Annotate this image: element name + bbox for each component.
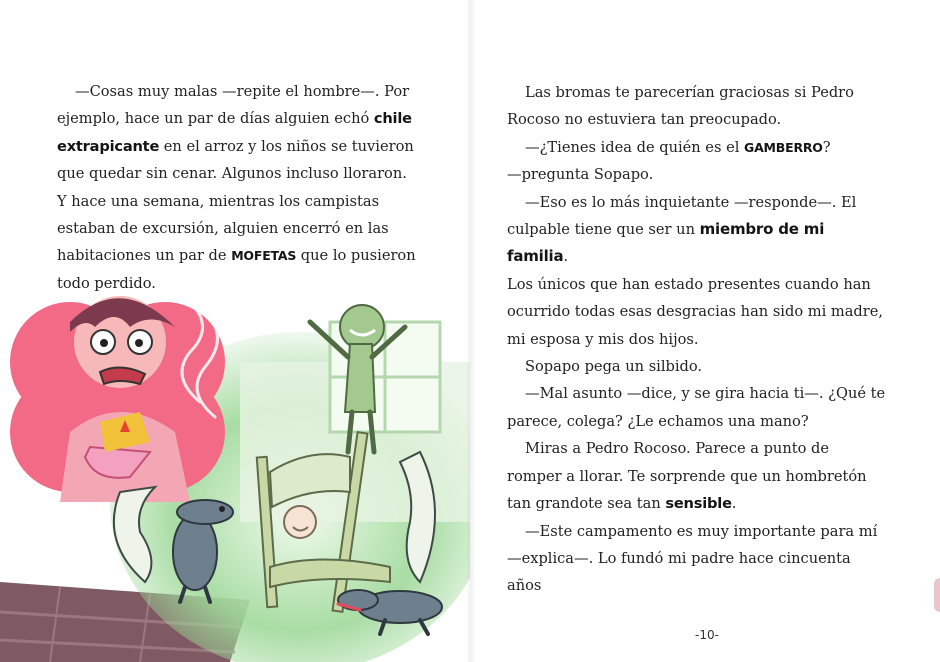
text-run: Y hace una semana, mientras los campistas estaban de excursión, alguien encerró en las habitaciones un par de xyxy=(57,192,389,265)
paragraph xyxy=(507,518,887,600)
text-run: ? xyxy=(822,138,831,156)
text-run: —pregunta Sopapo. xyxy=(507,166,654,184)
text-run: —Cosas muy malas —repite el hombre—. Por ejemplo, hace un par de días alguien echó xyxy=(57,83,410,128)
text-run: . xyxy=(563,248,569,266)
paragraph xyxy=(507,79,887,134)
paragraph xyxy=(507,271,887,353)
text-run: Miras a Pedro Rocoso. Parece a punto de romper a llorar. Te sorprende que un hombretón tan grandote sea tan xyxy=(507,440,867,513)
hiding-kid xyxy=(284,506,316,538)
highlighted-word: sensible xyxy=(665,495,732,513)
page-number: -10- xyxy=(695,628,719,642)
highlighted-word: chile extrapicante xyxy=(57,110,412,155)
text-run: en el arroz y los niños se tuvieron que quedar sin cenar. Algunos incluso lloraron. xyxy=(57,137,414,183)
paragraph xyxy=(507,161,887,188)
highlighted-word: GAMBERRO xyxy=(744,139,823,155)
paragraph xyxy=(507,435,887,517)
left-page-text xyxy=(57,78,417,297)
highlighted-word: MOFETAS xyxy=(231,248,297,264)
paragraph xyxy=(57,78,417,188)
page-edge-mark xyxy=(934,578,940,612)
paragraph xyxy=(507,353,887,380)
text-run: Los únicos que han estado presentes cuando han ocurrido todas esas desgracias han sido mi madre, mi esposa y mis dos hijos. xyxy=(507,275,884,348)
paragraph xyxy=(507,134,887,161)
right-page xyxy=(470,0,940,662)
highlighted-word: miembro de mi familia xyxy=(507,220,825,266)
text-run: —Mal asunto —dice, y se gira hacia ti—. ¿Qué te parece, colega? ¿Le echamos una mano? xyxy=(507,385,886,430)
paragraph xyxy=(507,380,887,435)
paragraph xyxy=(57,188,417,298)
illustration xyxy=(0,282,470,662)
text-run: Sopapo pega un silbido. xyxy=(525,358,703,376)
text-run: . xyxy=(731,495,737,513)
text-run: —Este campamento es muy importante para mí —explica—. Lo fundó mi padre hace cincuenta años xyxy=(507,522,878,595)
text-run: —¿Tienes idea de quién es el xyxy=(525,138,745,156)
text-run: —Eso es lo más inquietante —responde—. El culpable tiene que ser un xyxy=(507,193,857,239)
text-run: Las bromas te parecerían graciosas si Pedro Rocoso no estuviera tan preocupado. xyxy=(507,84,854,129)
text-run: que lo pusieron todo perdido. xyxy=(57,247,416,292)
right-page-text xyxy=(507,79,887,600)
paragraph xyxy=(507,189,887,271)
